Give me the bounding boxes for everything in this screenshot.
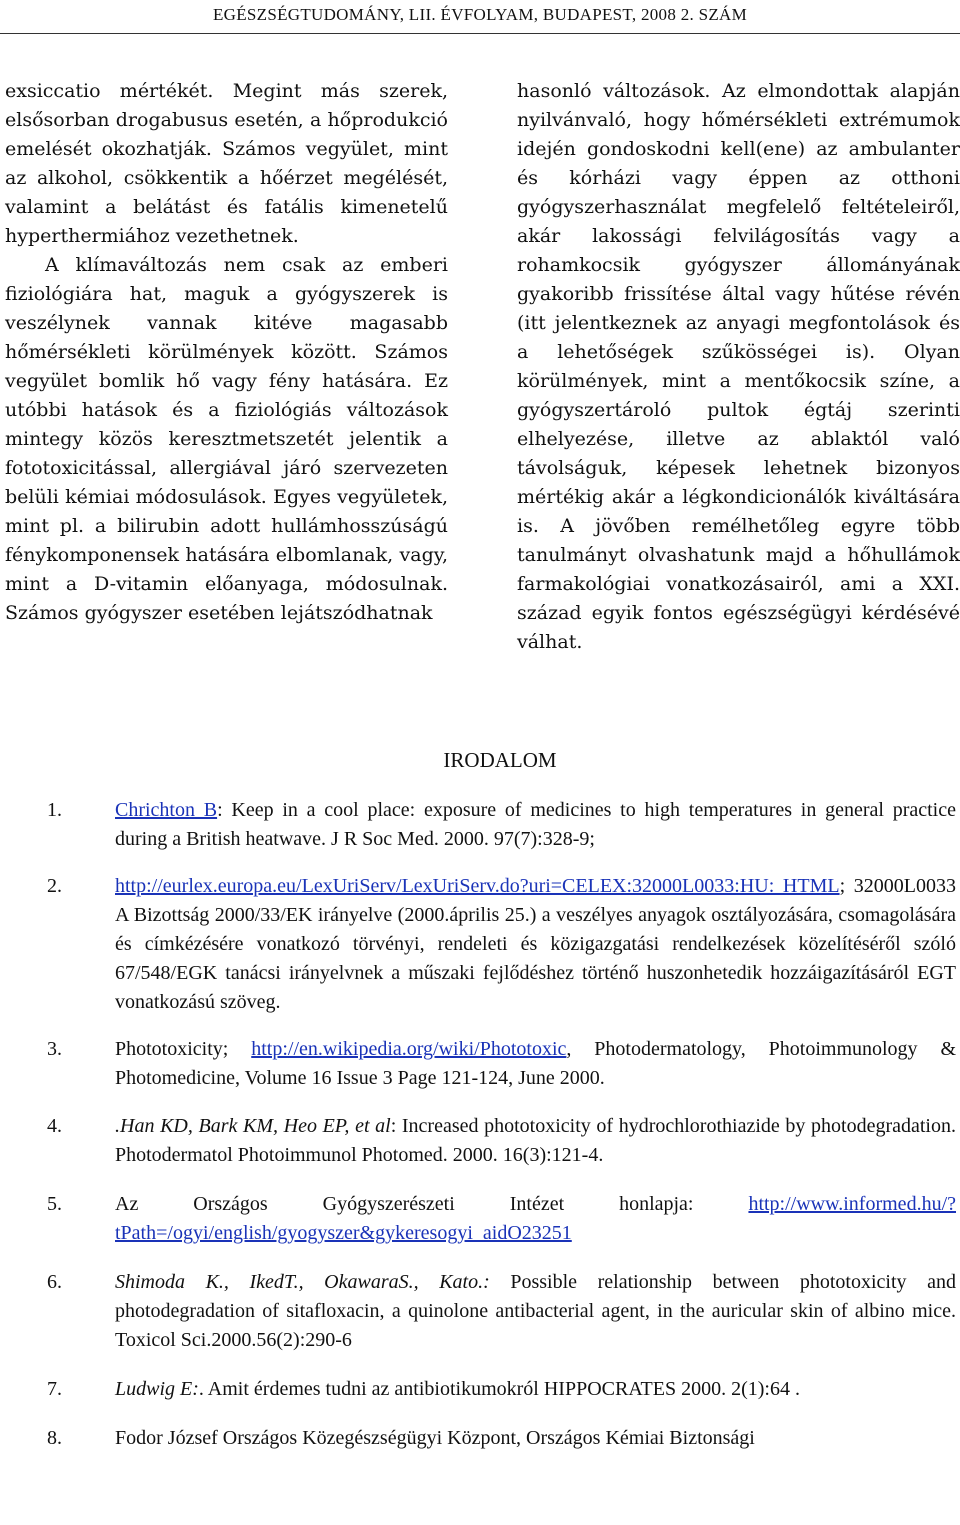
reference-authors: Shimoda K., IkedT., OkawaraS., Kato.: [115,1271,490,1293]
reference-text: Possible relationship between phototoxicity and photodegradation of sitafloxacin, a quinolone antibacterial agent, in the auricular skin of albino mice. Toxicol Sci.2000.56(2):290-6 [115,1271,956,1351]
left-paragraph-2: A klímaváltozás nem csak az emberi fiziológiára hat, maguk a gyógyszerek is veszélynek vannak kitéve magasabb hőmérsékleti körülmények között. Számos vegyület bomlik hő vagy fény hatására. Ez utóbbi hatások és a fiziológiás változások mintegy közös keresztmetszetét jelentik a fototoxicitással, allergiával járó szervezeten belüli kémiai módosulások. Egyes vegyületek, mint pl. a bilirubin adott hullámhosszúságú fénykomponensek hatására elbomlanak, vagy, mint a D-vitamin előanyaga, módosulnak. Számos gyógyszer esetében lejátszódhatnak [5,254,448,624]
reference-url-link[interactable]: http://eurlex.europa.eu/LexUriServ/LexUriServ.do?uri=CELEX:32000L0033:HU: HTML [115,875,840,897]
reference-item-4 [0,1112,956,1170]
reference-text: ; 32000L0033 A Bizottság 2000/33/EK irányelve (2000.április 25.) a veszélyes anyagok osztályozására, csomagolására és címkézésére vonatkozó törvényi, rendeleti és közigazgatási rendelkezések közelítéséről szóló 67/548/EGK tanácsi irányelvnek a műszaki fejlődéshez történő huszonhetedik hozzáigazításáról EGT vonatkozású szöveg. [115,875,956,1013]
references-heading: IRODALOM [443,748,557,772]
reference-number: 4. [47,1115,62,1137]
right-paragraph-1: hasonló változások. Az elmondottak alapján nyilvánvaló, hogy hőmérsékleti extrémumok idején gondoskodni kell(ene) az ambulanter és kórházi vagy éppen az otthoni gyógyszerhasználat megfelelő feltételeiről, akár lakossági felvilágosítás vagy a rohamkocsik gyógyszer állományának gyakoribb frissítése által vagy hűtése révén (itt jelentkeznek az anyagi megfontolások és a lehetőségek szűkösségei is). Olyan körülmények, mint a mentőkocsik színe, a gyógyszertároló pultok égtáj szerinti elhelyezése, illetve az ablaktól való távolságuk, képesek lehetnek bizonyos mértékig akár a légkondicionálók kiváltására is. A jövőben remélhetőleg egyre több tanulmányt olvashatunk majd a hőhullámok farmakológiai vonatkozásairól, ami a XXI. század egyik fontos egészségügyi kérdésévé válhat. [517,80,960,653]
reference-text: . Amit érdemes tudni az antibiotikumokról HIPPOCRATES 2000. 2(1):64 . [198,1378,800,1400]
reference-item-1 [0,796,956,854]
reference-text: : Increased phototoxicity of hydrochlorothiazide by photodegradation. Photodermatol Photoimmunol Photomed. 2000. 16(3):121-4. [115,1115,956,1166]
reference-authors: Ludwig E: [115,1378,199,1400]
reference-text: , Photodermatology, Photoimmunology & Photomedicine, Volume 16 Issue 3 Page 121-124, June 2000. [115,1038,956,1089]
reference-authors: .Han KD, Bark KM, Heo EP, et al [115,1115,391,1137]
reference-text: Fodor József Országos Közegészségügyi Központ, Országos Kémiai Biztonsági [115,1427,755,1449]
reference-number: 8. [47,1427,62,1449]
reference-number: 5. [47,1193,62,1215]
reference-number: 3. [47,1038,62,1060]
reference-number: 6. [47,1271,62,1293]
header-divider [0,33,960,34]
reference-item-2 [0,872,956,1017]
reference-author-link[interactable]: Chrichton B [115,799,218,821]
reference-number: 2. [47,875,62,897]
reference-url-link[interactable]: http://www.informed.hu/?tPath=/ogyi/english/gyogyszer&gykeresogyi_aidO23251 [115,1193,956,1244]
reference-item-6 [0,1268,956,1355]
reference-item-5 [0,1190,956,1248]
reference-item-3 [0,1035,956,1093]
running-header: EGÉSZSÉGTUDOMÁNY, LII. ÉVFOLYAM, BUDAPEST, 2008 2. SZÁM [212,5,748,24]
reference-url-link[interactable]: http://en.wikipedia.org/wiki/Phototoxic [251,1038,567,1060]
reference-number: 7. [47,1378,62,1400]
reference-item-7 [0,1375,956,1404]
left-column [5,77,448,628]
references-list [0,796,960,1453]
left-paragraph-1: exsiccatio mértékét. Megint más szerek, elsősorban drogabusus esetén, a hőprodukció emelését okozhatják. Számos vegyület, mint az alkohol, csökkentik a hőérzet megélését, valamint a belátást és fatális kimenetelű hyperthermiához vezethetnek. [5,80,448,247]
reference-item-8 [0,1424,956,1453]
reference-prefix: Phototoxicity; [115,1038,252,1060]
reference-prefix: Az Országos Gyógyszerészeti Intézet honlapja: [115,1193,749,1215]
reference-number: 1. [47,799,62,821]
reference-text: : Keep in a cool place: exposure of medicines to high temperatures in general practice during a British heatwave. J R Soc Med. 2000. 97(7):328-9; [115,799,956,850]
right-column [517,77,960,657]
